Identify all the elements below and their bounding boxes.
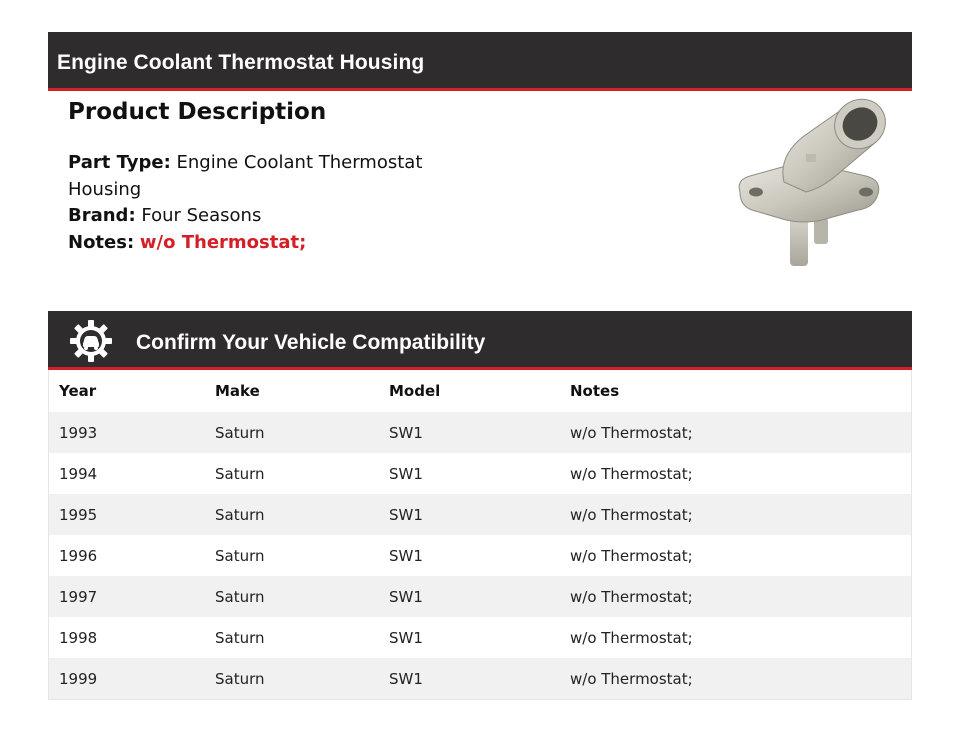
notes-line xyxy=(68,230,428,257)
table-row xyxy=(49,535,912,576)
compatibility-banner xyxy=(48,311,912,370)
brand-value: Four Seasons xyxy=(141,205,262,226)
cell-make: Saturn xyxy=(205,576,379,617)
cell-year: 1994 xyxy=(49,453,206,494)
cell-notes: w/o Thermostat; xyxy=(560,576,912,617)
col-year-header: Year xyxy=(49,370,206,412)
cell-model: SW1 xyxy=(379,617,560,658)
cell-make: Saturn xyxy=(205,453,379,494)
notes-label: Notes: xyxy=(68,231,135,253)
description-heading: Product Description xyxy=(68,99,327,125)
description-details xyxy=(68,150,428,256)
brand-line xyxy=(68,203,428,230)
cell-model: SW1 xyxy=(379,412,560,453)
product-title: Engine Coolant Thermostat Housing xyxy=(57,51,425,74)
table-row xyxy=(49,412,912,453)
cell-model: SW1 xyxy=(379,658,560,700)
cell-year: 1993 xyxy=(49,412,206,453)
cell-make: Saturn xyxy=(205,535,379,576)
table-header-row xyxy=(49,370,912,412)
cell-year: 1999 xyxy=(49,658,206,700)
cell-notes: w/o Thermostat; xyxy=(560,494,912,535)
cell-notes: w/o Thermostat; xyxy=(560,412,912,453)
part-type-value: Engine Coolant Thermostat Housing xyxy=(68,152,423,200)
cell-model: SW1 xyxy=(379,535,560,576)
gear-car-icon xyxy=(69,319,113,363)
cell-make: Saturn xyxy=(205,617,379,658)
compatibility-title: Confirm Your Vehicle Compatibility xyxy=(136,331,486,354)
brand-label: Brand: xyxy=(68,205,136,226)
cell-year: 1996 xyxy=(49,535,206,576)
cell-notes: w/o Thermostat; xyxy=(560,453,912,494)
col-notes-header: Notes xyxy=(560,370,912,412)
cell-model: SW1 xyxy=(379,494,560,535)
table-row xyxy=(49,494,912,535)
cell-notes: w/o Thermostat; xyxy=(560,658,912,700)
col-model-header: Model xyxy=(379,370,560,412)
cell-year: 1997 xyxy=(49,576,206,617)
cell-notes: w/o Thermostat; xyxy=(560,617,912,658)
product-title-banner xyxy=(48,32,912,91)
cell-make: Saturn xyxy=(205,494,379,535)
cell-notes: w/o Thermostat; xyxy=(560,535,912,576)
table-row xyxy=(49,617,912,658)
compatibility-table xyxy=(48,370,912,700)
product-image xyxy=(726,96,916,276)
table-row xyxy=(49,576,912,617)
product-description xyxy=(68,96,428,256)
notes-value: w/o Thermostat; xyxy=(139,231,307,253)
cell-model: SW1 xyxy=(379,576,560,617)
table-row xyxy=(49,658,912,700)
cell-model: SW1 xyxy=(379,453,560,494)
col-make-header: Make xyxy=(205,370,379,412)
cell-year: 1995 xyxy=(49,494,206,535)
table-row xyxy=(49,453,912,494)
cell-make: Saturn xyxy=(205,412,379,453)
cell-year: 1998 xyxy=(49,617,206,658)
cell-make: Saturn xyxy=(205,658,379,700)
part-type-line xyxy=(68,150,428,203)
part-type-label: Part Type: xyxy=(68,152,171,173)
